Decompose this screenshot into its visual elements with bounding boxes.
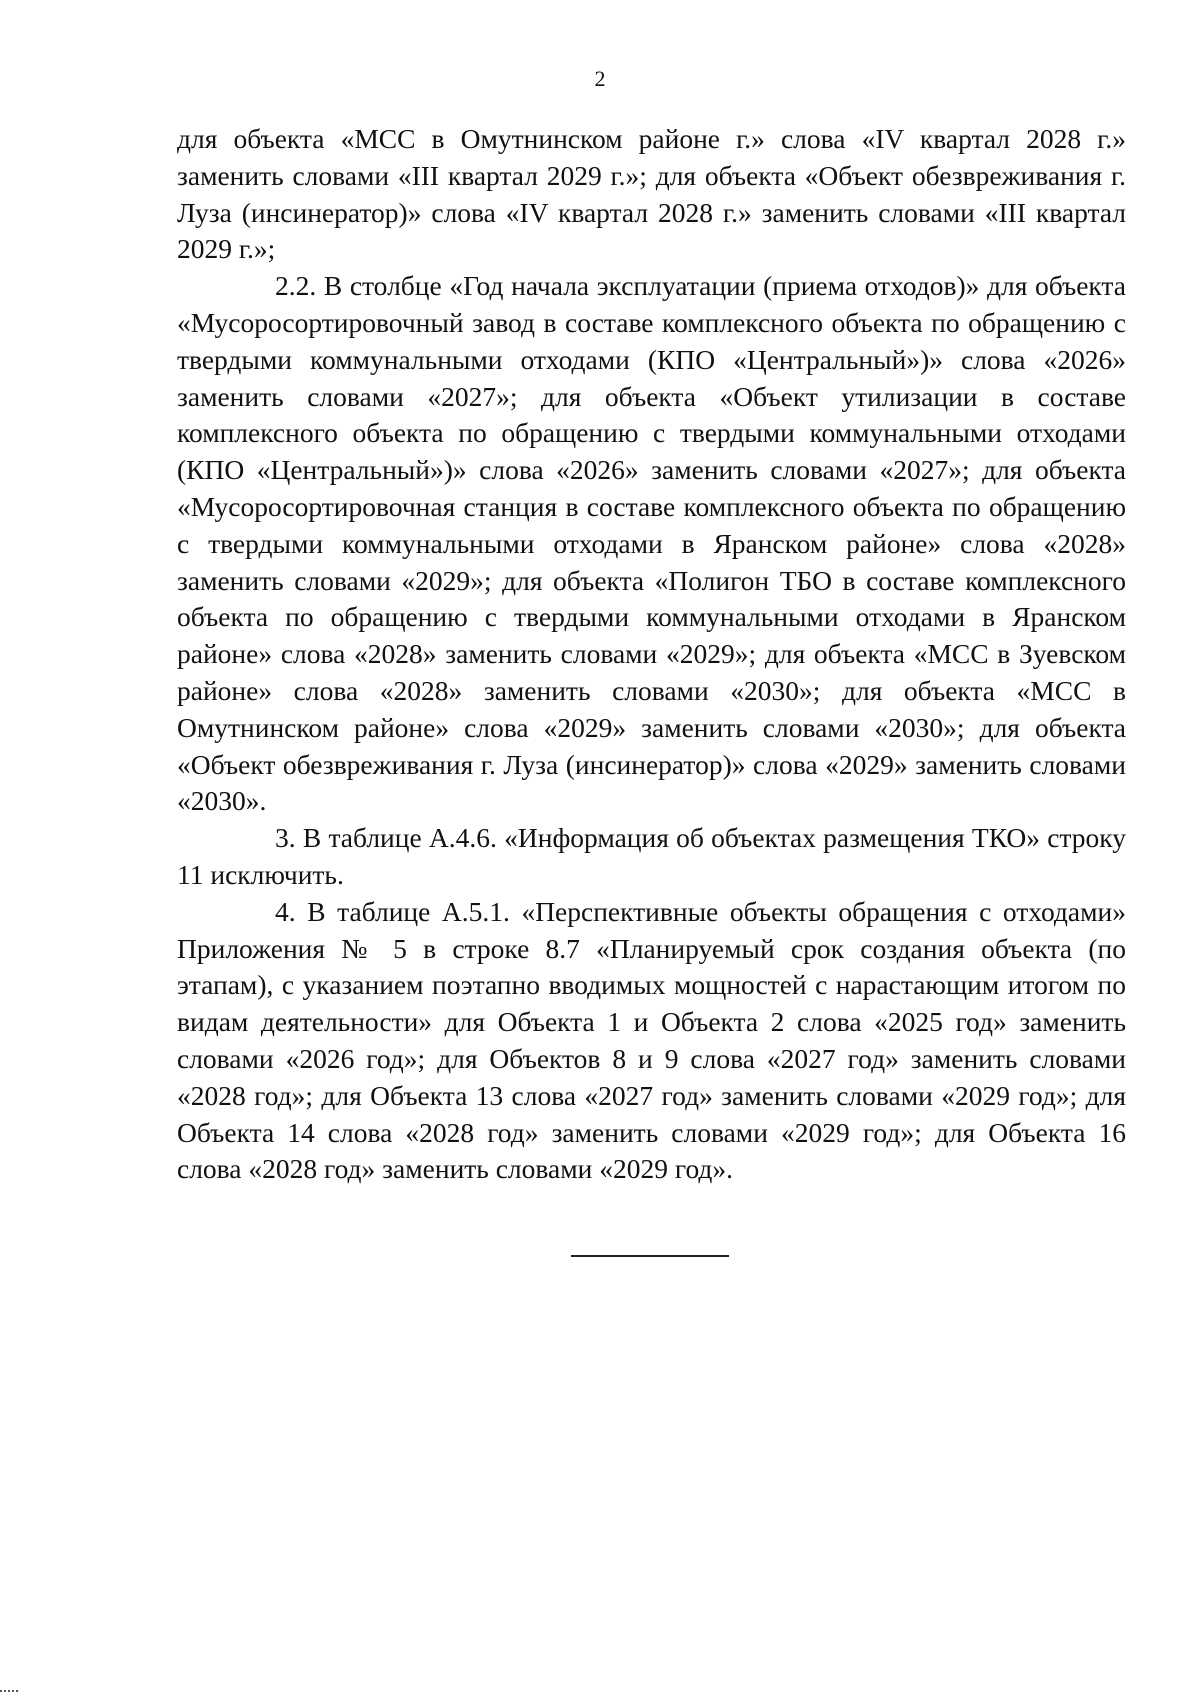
paragraph-3: 3. В таблице А.4.6. «Информация об объектах размещения ТКО» строку 11 исключить. <box>177 822 1126 890</box>
paragraph-continuation: для объекта «МСС в Омутнинском районе г.» слова «IV квартал 2028 г.» заменить словами «III квартал 2029 г.»; для объекта «Объект обезвреживания г. Луза (инсинератор)» слова «IV квартал 2028 г.» заменить словами «III квартал 2029 г.»; <box>177 123 1126 265</box>
paragraph-2-2: 2.2. В столбце «Год начала эксплуатации (приема отходов)» для объекта «Мусоросортировочный завод в составе комплексного объекта по обращению с твердыми коммунальными отходами (КПО «Центральный»)» слова «2026» заменить словами «2027»; для объекта «Объект утилизации в составе комплексного объекта по обращению с твердыми коммунальными отходами (КПО «Центральный»)» слова «2026» заменить словами «2027»; для объекта «Мусоросортировочная станция в составе комплексного объекта по обращению с твердыми коммунальными отходами в Яранском районе» слова «2028» заменить словами «2029»; для объекта «Полигон ТБО в составе комплексного объекта по обращению с твердыми коммунальными отходами в Яранском районе» слова «2028» заменить словами «2029»; для объекта «МСС в Зуевском районе» слова «2028» заменить словами «2030»; для объекта «МСС в Омутнинском районе» слова «2029» заменить словами «2030»; для объекта «Объект обезвреживания г. Луза (инсинератор)» слова «2029» заменить словами «2030». <box>177 270 1126 817</box>
page-number: 2 <box>594 66 606 91</box>
document-body <box>177 121 1126 1188</box>
scan-margin-mark <box>0 1690 18 1692</box>
end-of-text-rule <box>571 1255 729 1257</box>
paragraph-4: 4. В таблице А.5.1. «Перспективные объекты обращения с отходами» Приложения № 5 в строке 8.7 «Планируемый срок создания объекта (по этапам), с указанием поэтапно вводимых мощностей с нарастающим итогом по видам деятельности» для Объекта 1 и Объекта 2 слова «2025 год» заменить словами «2026 год»; для Объектов 8 и 9 слова «2027 год» заменить словами «2028 год»; для Объекта 13 слова «2027 год» заменить словами «2029 год»; для Объекта 14 слова «2028 год» заменить словами «2029 год»; для Объекта 16 слова «2028 год» заменить словами «2029 год». <box>177 895 1126 1185</box>
